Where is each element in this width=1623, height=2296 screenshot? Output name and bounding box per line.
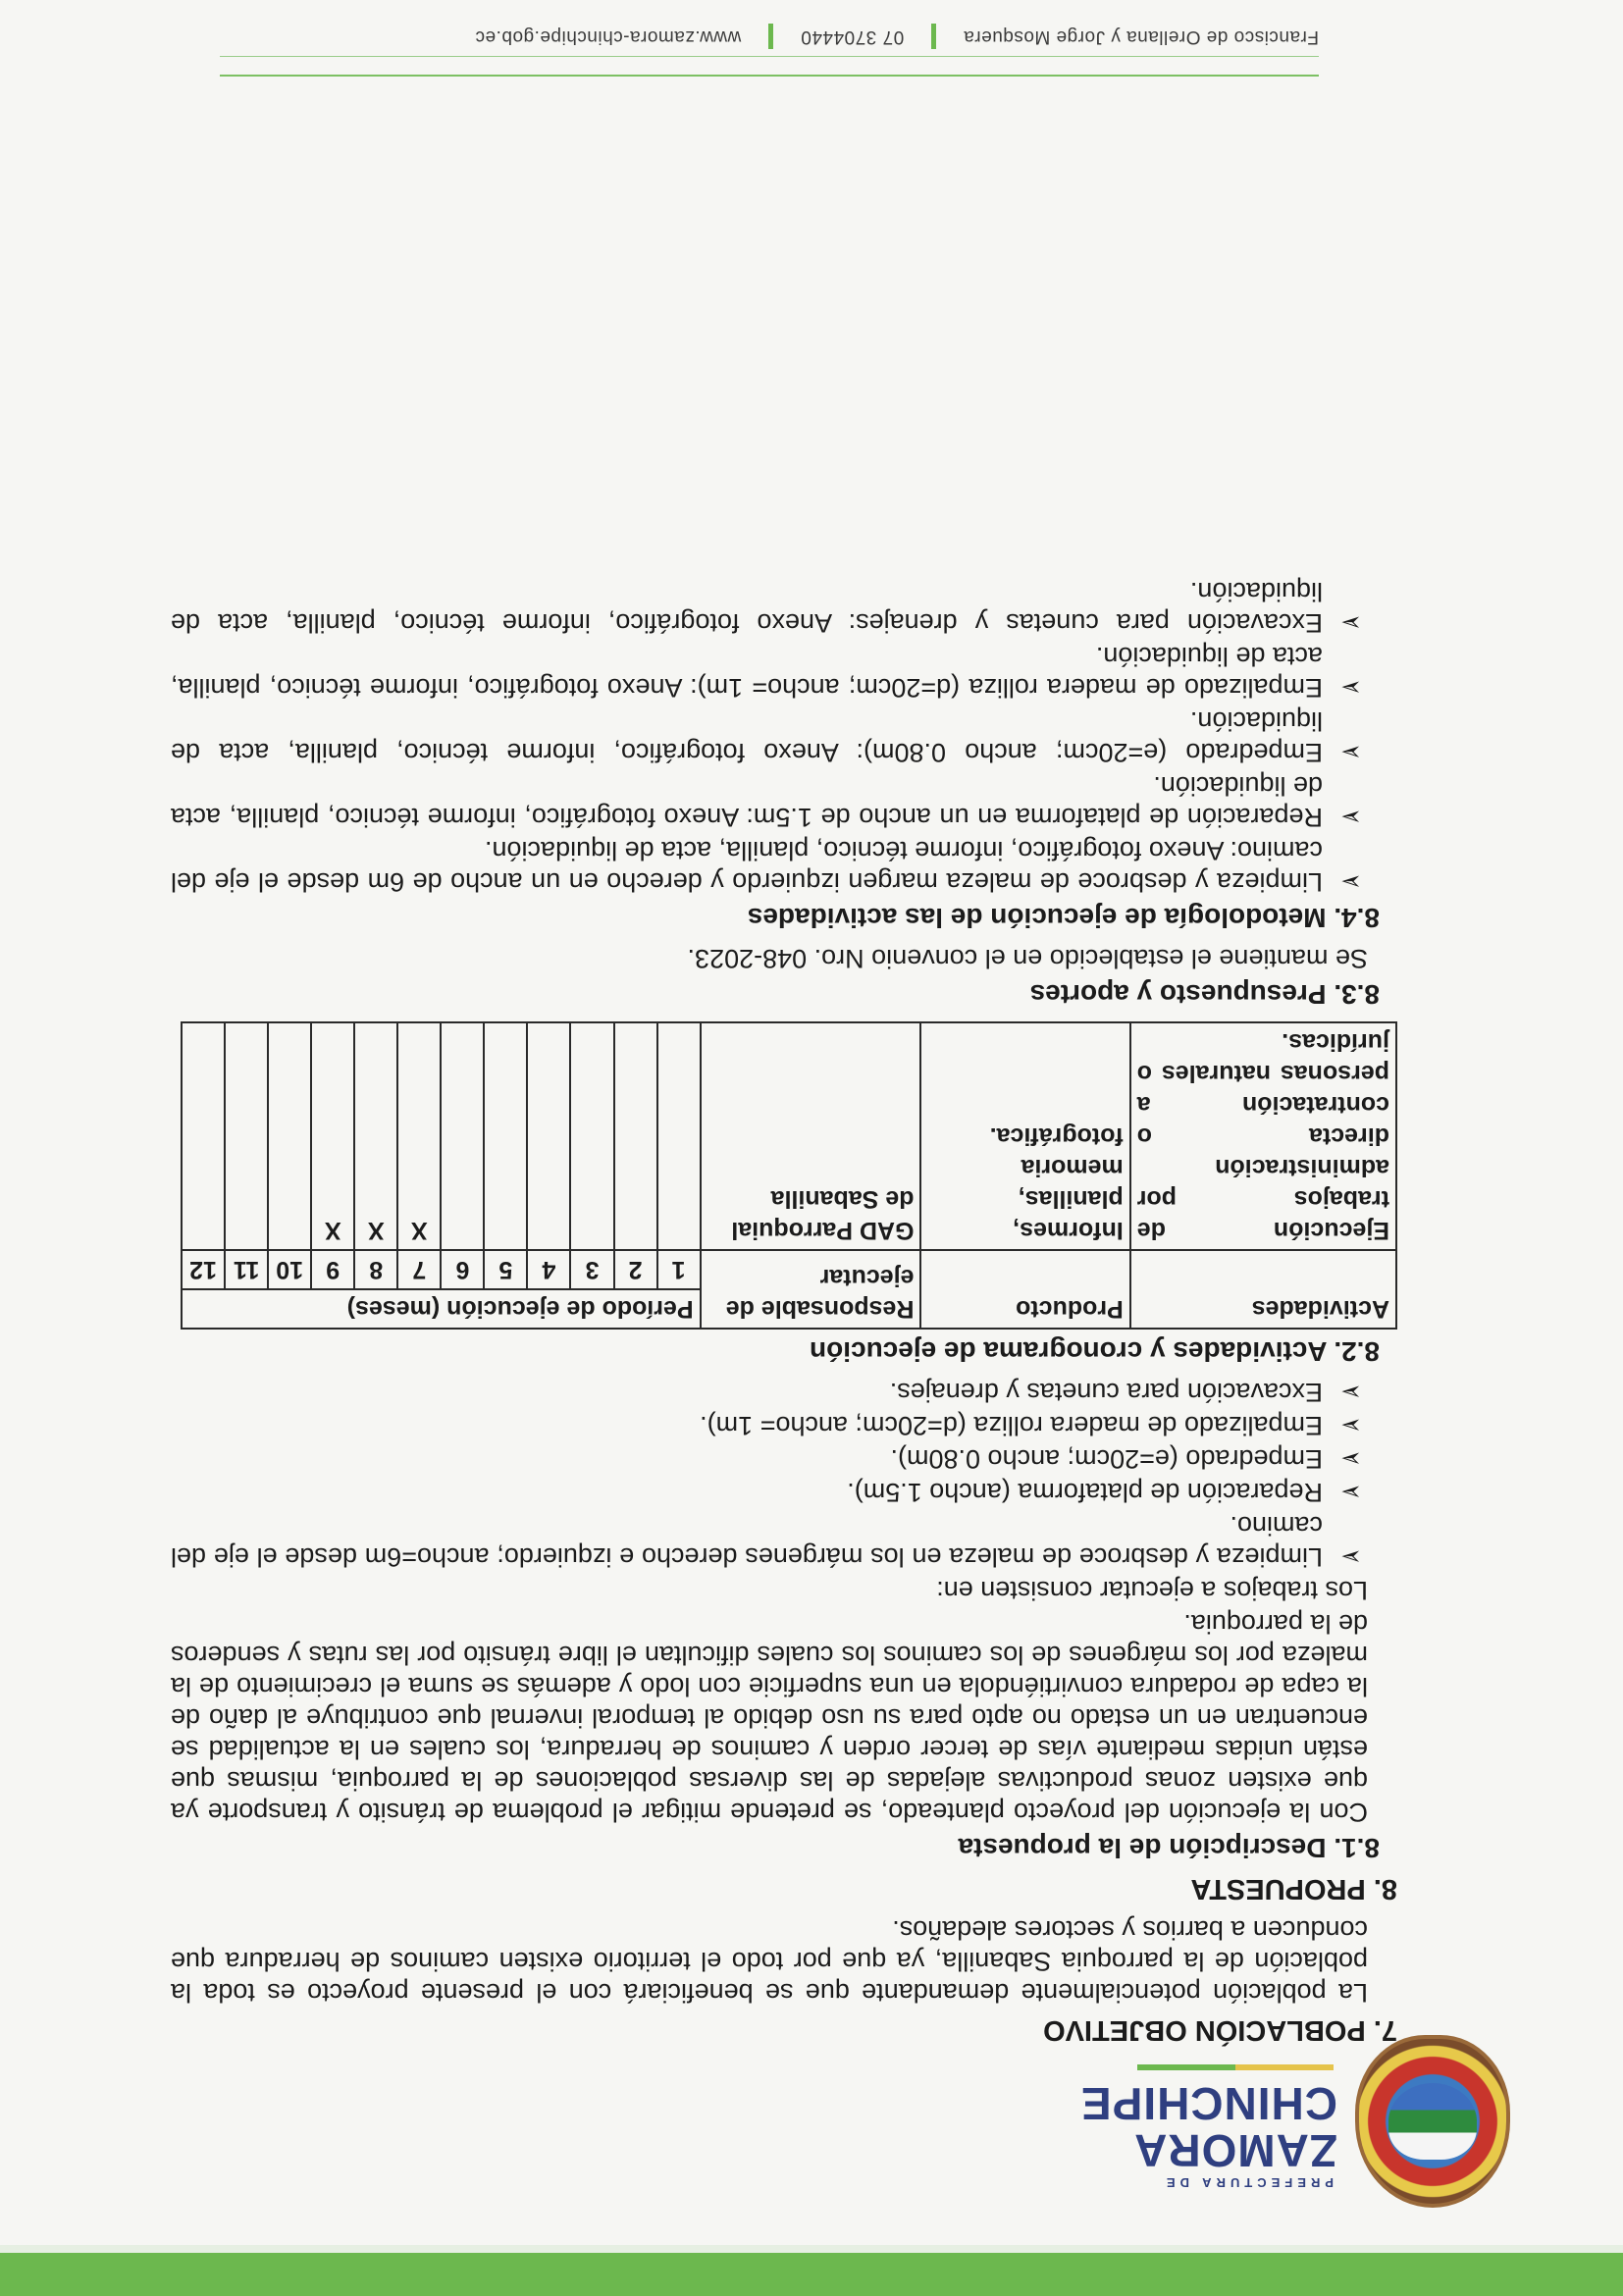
month-mark xyxy=(657,1022,701,1250)
list-item: ➢ Empedrado (e=20cm; ancho 0.80m): Anexo fotográfico, informe técnico, planilla, acta de liquidación. xyxy=(171,706,1362,767)
list-item: ➢ Empalizado de madera rolliza (d=20cm; ancho= 1m): Anexo fotográfico, informe técnico, planilla, acta de liquidación. xyxy=(171,642,1362,703)
footer-separator xyxy=(931,24,936,49)
list-item: ➢ Reparación de plataforma en un ancho de 1.5m: Anexo fotográfico, informe técnico, planilla, acta de liquidación. xyxy=(171,771,1362,832)
month-mark xyxy=(268,1022,311,1250)
month-mark xyxy=(484,1022,527,1250)
list-item: ➢ Empedrado (e=20cm; ancho 0.80m). xyxy=(890,1444,1362,1474)
arrow-bullet-icon: ➢ xyxy=(1340,738,1362,767)
month-header: 9 xyxy=(311,1250,354,1289)
brand-name-line1: ZAMORA xyxy=(1133,2125,1337,2176)
arrow-bullet-icon: ➢ xyxy=(1340,1478,1362,1507)
month-mark xyxy=(614,1022,657,1250)
arrow-bullet-icon: ➢ xyxy=(1340,608,1362,638)
month-header: 2 xyxy=(614,1250,657,1289)
footer-rule xyxy=(220,75,1319,77)
section-8-3-text: Se mantiene el establecido en el convenio Nro. 048-2023. xyxy=(687,944,1368,973)
document-body xyxy=(171,568,1397,2046)
arrow-bullet-icon: ➢ xyxy=(1340,867,1362,897)
footer-address: Francisco de Orellana y Jorge Mosquera xyxy=(963,26,1319,47)
header-period: Período de ejecución (meses) xyxy=(182,1289,701,1329)
month-mark xyxy=(182,1022,225,1250)
section-8-4-title: 8.4. Metodología de ejecución de las actividades xyxy=(747,903,1380,933)
footer xyxy=(220,24,1319,49)
section-8-1-title: 8.1. Descripción de la propuesta xyxy=(958,1833,1380,1863)
arrow-bullet-icon: ➢ xyxy=(1340,803,1362,832)
footer-phone: 07 3704440 xyxy=(800,26,905,47)
arrow-bullet-icon: ➢ xyxy=(1340,1444,1362,1474)
section-8-3-title: 8.3. Presupuesto y aportes xyxy=(1029,979,1380,1010)
month-header: 4 xyxy=(527,1250,570,1289)
schedule-table xyxy=(181,1021,1397,1330)
month-header: 8 xyxy=(354,1250,397,1289)
brand-prefix: PREFECTURA DE xyxy=(1161,2175,1334,2190)
cell-responsible: GAD Parroquial de Sabanilla xyxy=(701,1022,921,1250)
header-activities: Actividades xyxy=(1130,1250,1396,1329)
month-header: 1 xyxy=(657,1250,701,1289)
arrow-bullet-icon: ➢ xyxy=(1340,1411,1362,1440)
top-green-bar-light xyxy=(0,2245,1623,2253)
month-header: 5 xyxy=(484,1250,527,1289)
month-mark: X xyxy=(354,1022,397,1250)
list-item: ➢ Excavación para cunetas y drenajes. xyxy=(889,1378,1362,1407)
month-header: 12 xyxy=(182,1250,225,1289)
table-header-row xyxy=(182,1289,1396,1329)
section-8-title: 8. PROPUESTA xyxy=(1190,1873,1397,1905)
month-mark xyxy=(527,1022,570,1250)
footer-rule-thin xyxy=(220,56,1319,57)
list-item: ➢ Excavación para cunetas y drenajes: Anexo fotográfico, informe técnico, planilla, acta de liquidación. xyxy=(171,577,1362,638)
month-mark xyxy=(441,1022,484,1250)
section-8-2-title: 8.2. Actividades y cronograma de ejecución xyxy=(810,1336,1380,1367)
month-mark xyxy=(225,1022,268,1250)
table-row xyxy=(182,1022,1396,1250)
cell-product: Informes, planillas, memoria fotográfica. xyxy=(920,1022,1129,1250)
methodology-list xyxy=(171,576,1368,898)
footer-separator xyxy=(768,24,773,49)
arrow-bullet-icon: ➢ xyxy=(1340,1378,1362,1407)
list-item: ➢ Empalizado de madera rolliza (d=20cm; ancho= 1m). xyxy=(700,1411,1362,1440)
arrow-bullet-icon: ➢ xyxy=(1340,1542,1362,1572)
month-header: 11 xyxy=(225,1250,268,1289)
section-8-1-intro: Los trabajos a ejecutar consisten en: xyxy=(936,1576,1368,1605)
header-responsible: Responsable de ejecutar xyxy=(701,1250,921,1329)
list-item: ➢ Limpieza y desbroce de maleza en los márgenes derecho e izquierdo; ancho=6m desde el eje del camino. xyxy=(171,1511,1362,1572)
month-mark xyxy=(570,1022,613,1250)
cell-activity: Ejecución de trabajos por administración directa o contratación a personas naturales o jurídicas. xyxy=(1130,1022,1396,1250)
section-8-1-text: Con la ejecución del proyecto planteado, se pretende mitigar el problema de tránsito y transporte ya que existen zonas productivas alejadas de las diversas poblaciones de la parroquia, mismas que están unidas mediante vías de tercer orden y caminos de herradura, los cuales en la actualidad se encuentran en un estado no apto para su uso debido al temporal invernal que contribuye al daño de la capa de rodadura convirtiéndola en una superficie con lodo y además se suma el crecimiento de la maleza por los márgenes de los caminos los cuales dificultan el libre tránsito por las rutas y senderos de la parroquia. xyxy=(171,1609,1368,1827)
footer-website[interactable]: www.zamora-chinchipe.gob.ec xyxy=(475,26,742,47)
top-green-bar xyxy=(0,2253,1623,2296)
month-mark: X xyxy=(397,1022,441,1250)
section-7-title: 7. POBLACIÓN OBJETIVO xyxy=(1043,2014,1397,2046)
brand-stripe xyxy=(1137,2064,1334,2070)
month-header: 3 xyxy=(570,1250,613,1289)
arrow-bullet-icon: ➢ xyxy=(1340,673,1362,703)
list-item: ➢ Reparación de plataforma (ancho 1.5m). xyxy=(847,1478,1362,1507)
header-product: Producto xyxy=(920,1250,1129,1329)
month-header: 7 xyxy=(397,1250,441,1289)
month-header: 6 xyxy=(441,1250,484,1289)
coat-of-arms-icon xyxy=(1355,2035,1510,2208)
month-mark: X xyxy=(311,1022,354,1250)
prefectura-logo xyxy=(1079,2041,1510,2208)
works-list xyxy=(171,1377,1368,1573)
list-item: ➢ Limpieza y desbroce de maleza margen izquierdo y derecho en un ancho de 6m desde el eje del camino: Anexo fotográfico, informe técnico, planilla, acta de liquidación. xyxy=(171,836,1362,897)
month-header: 10 xyxy=(268,1250,311,1289)
section-7-text: La población potencialmente demandante que se beneficiará con el presente proyecto es toda la población de la parroquia Sabanilla, ya que por todo el territorio existen caminos de herradura que conducen a barrios y sectores aledaños. xyxy=(171,1915,1368,2008)
brand-name-line2: CHINCHIPE xyxy=(1079,2078,1337,2129)
